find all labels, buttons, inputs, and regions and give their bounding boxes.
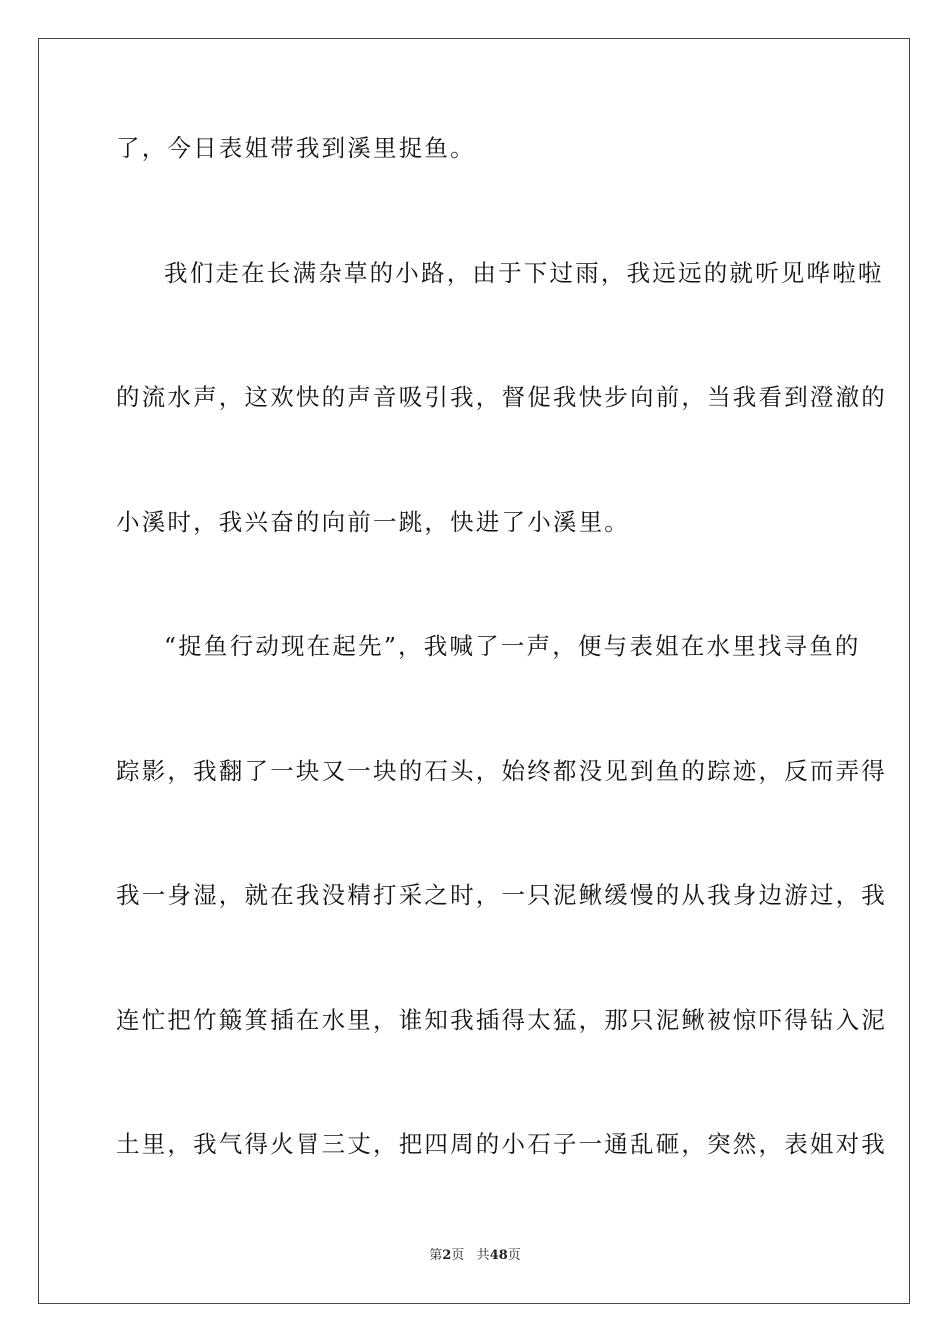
text-line-4: 小溪时，我兴奋的向前一跳，快进了小溪里。 xyxy=(116,507,630,536)
page-prefix: 第 xyxy=(429,1248,443,1263)
total-suffix: 页 xyxy=(507,1248,521,1263)
page-footer xyxy=(0,1246,950,1266)
text-line-5: “捉鱼行动现在起先”，我喊了一声，便与表姐在水里找寻鱼的 xyxy=(164,632,861,660)
text-line-6: 踪影，我翻了一块又一块的石头，始终都没见到鱼的踪迹，反而弄得 xyxy=(116,756,887,785)
total-pages: 48 xyxy=(489,1248,508,1263)
total-prefix: 共 xyxy=(476,1248,490,1263)
page-number: 2 xyxy=(442,1248,452,1263)
text-line-1: 了，今日表姐带我到溪里捉鱼。 xyxy=(116,134,476,162)
text-line-3: 的流水声，这欢快的声音吸引我，督促我快步向前，当我看到澄澈的 xyxy=(116,383,887,411)
text-line-8: 连忙把竹簸箕插在水里，谁知我插得太猛，那只泥鳅被惊吓得钻入泥 xyxy=(116,1005,887,1034)
text-line-2: 我们走在长满杂草的小路，由于下过雨，我远远的就听见哗啦啦 xyxy=(164,258,884,287)
text-line-7: 我一身湿，就在我没精打采之时，一只泥鳅缓慢的从我身边游过，我 xyxy=(116,881,887,909)
document-body xyxy=(116,118,887,1239)
page-suffix: 页 xyxy=(451,1248,465,1263)
text-line-9: 土里，我气得火冒三丈，把四周的小石子一通乱砸，突然，表姐对我 xyxy=(116,1130,887,1158)
